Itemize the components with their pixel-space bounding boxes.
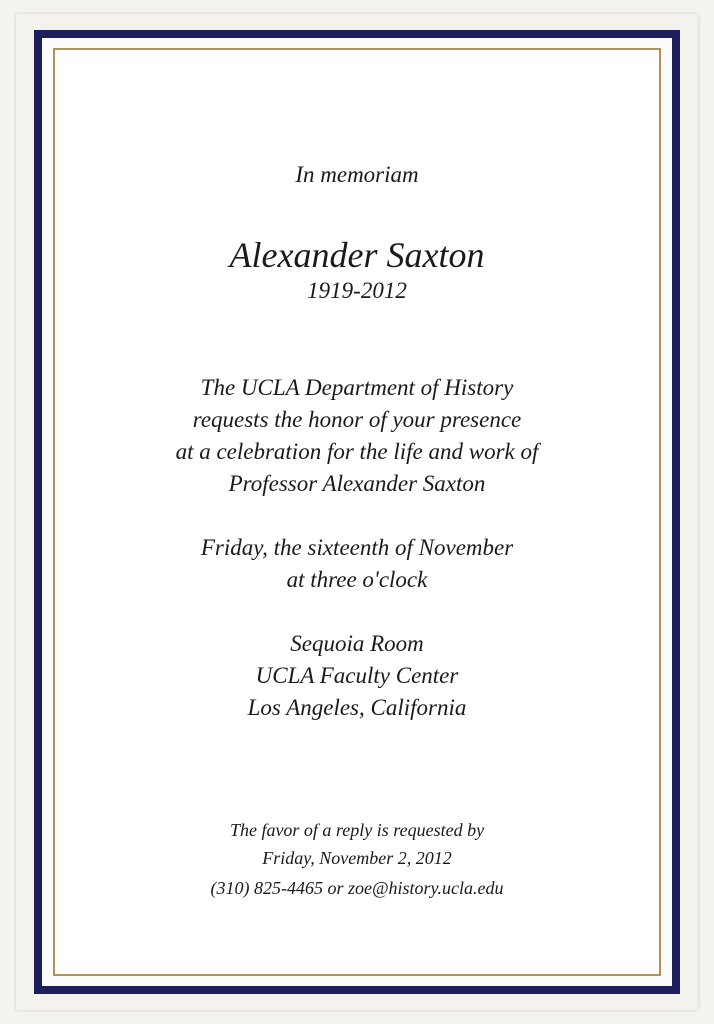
honoree-name: Alexander Saxton (229, 235, 485, 275)
rsvp-line-2: Friday, November 2, 2012 (262, 848, 452, 868)
invitation-text (55, 50, 659, 974)
invitation-card (16, 14, 698, 1010)
rsvp-contact: (310) 825-4465 or zoe@history.ucla.edu (210, 878, 504, 898)
venue-line-3: Los Angeles, California (247, 695, 467, 720)
venue-line-1: Sequoia Room (290, 631, 424, 656)
honoree-years: 1919-2012 (307, 278, 407, 303)
message-line-1: The UCLA Department of History (200, 375, 514, 400)
navy-border (34, 30, 680, 994)
message-line-4: Professor Alexander Saxton (228, 471, 486, 496)
message-line-3: at a celebration for the life and work of (175, 439, 539, 464)
heading-in-memoriam: In memoriam (295, 162, 419, 187)
date-line-1: Friday, the sixteenth of November (200, 535, 514, 560)
gold-border-panel (53, 48, 661, 976)
venue-line-2: UCLA Faculty Center (255, 663, 459, 688)
white-inner-band (42, 38, 672, 986)
message-line-2: requests the honor of your presence (192, 407, 522, 432)
date-line-2: at three o'clock (286, 567, 428, 592)
rsvp-line-1: The favor of a reply is requested by (229, 820, 485, 840)
